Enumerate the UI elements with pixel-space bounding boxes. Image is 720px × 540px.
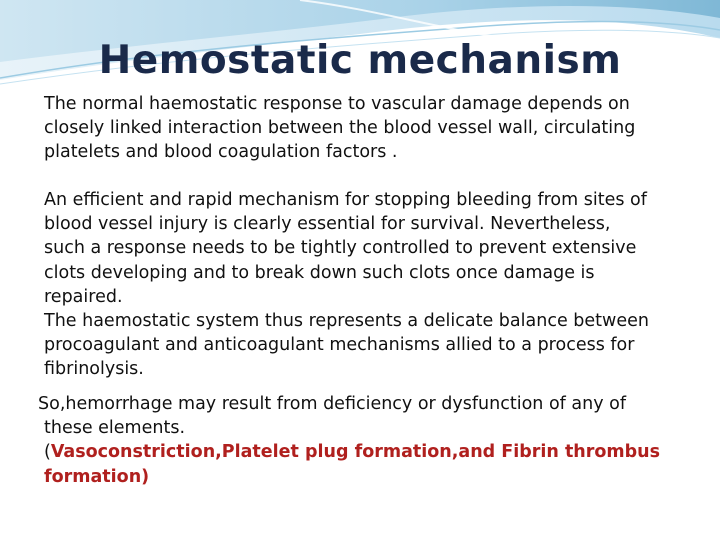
text-line: fibrinolysis. [44, 359, 144, 380]
text-line: closely linked interaction between the blood vessel wall, circulating [44, 118, 636, 139]
open-paren: ( [44, 442, 51, 463]
text-line: platelets and blood coagulation factors . [44, 142, 398, 163]
paragraph-normal-response [44, 92, 635, 165]
text-line: The normal haemostatic response to vascular damage depends on [44, 94, 630, 114]
highlight-text: Vasoconstriction,Platelet plug formation,and Fibrin thrombus [50, 442, 661, 463]
text-line: An efficient and rapid mechanism for stopping bleeding from sites of [44, 190, 647, 210]
highlight-line [38, 440, 660, 464]
slide-title: Hemostatic mechanism [98, 38, 622, 83]
text-line: clots developing and to break down such clots once damage is [44, 262, 595, 283]
text-line: blood vessel injury is clearly essential for survival. Nevertheless, [44, 214, 611, 235]
paragraph-efficient-mechanism [44, 188, 649, 382]
text-line: The haemostatic system thus represents a delicate balance between [44, 311, 649, 332]
highlight-text: formation) [44, 466, 150, 487]
text-line: procoagulant and anticoagulant mechanisms allied to a process for [44, 335, 635, 356]
text-line: So,hemorrhage may result from deficiency or dysfunction of any of [38, 394, 626, 414]
text-line: these elements. [44, 418, 186, 439]
text-line: such a response needs to be tightly controlled to prevent extensive [44, 238, 637, 259]
text-line: repaired. [44, 286, 123, 307]
paragraph-hemorrhage [38, 392, 660, 489]
